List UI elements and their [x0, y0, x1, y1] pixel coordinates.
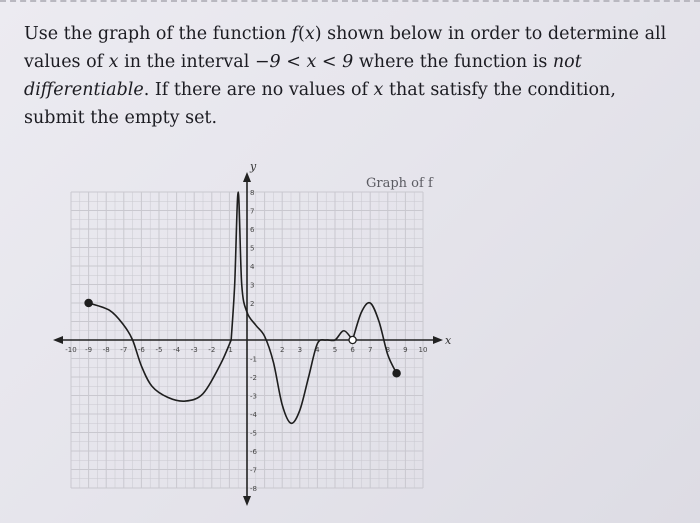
question-part: shown below in order to determine all values of [24, 24, 667, 72]
y-tick-label: -6 [250, 448, 257, 456]
math-paren: ( [298, 24, 305, 44]
x-tick-label: -8 [102, 346, 110, 354]
x-axis-arrow-right [433, 336, 443, 344]
x-tick-label: 2 [279, 346, 285, 354]
x-axis-arrow-left [53, 336, 63, 344]
question-part: that satisfy the condition, submit the empty set. [24, 80, 616, 128]
open-point [349, 336, 356, 343]
x-tick-label: 7 [367, 346, 373, 354]
emphasis-not: not [552, 52, 582, 72]
y-tick-label: -8 [250, 485, 257, 493]
y-tick-label: 2 [250, 300, 255, 308]
math-x: x [304, 24, 315, 44]
x-axis-label: x [445, 334, 452, 347]
x-tick-label: 8 [385, 346, 391, 354]
x-tick-label: -2 [208, 346, 216, 354]
y-tick-label: 7 [250, 207, 255, 216]
closed-point [393, 370, 400, 377]
y-tick-label: -4 [250, 411, 257, 419]
y-axis-arrow-down [243, 496, 251, 506]
question-part: . If there are no values of [143, 80, 374, 100]
curve-segment-3 [353, 303, 397, 374]
x-tick-label: 10 [418, 346, 428, 354]
y-tick-label: -7 [250, 466, 257, 475]
math-f: f [291, 24, 299, 44]
x-tick-label: 6 [350, 346, 355, 354]
x-tick-label: -9 [85, 346, 93, 354]
x-tick-label: -7 [120, 346, 128, 354]
x-tick-label: 3 [297, 346, 303, 354]
graph-title: Graph of f [366, 176, 433, 191]
x-tick-label: -4 [173, 346, 181, 354]
x-tick-label: -6 [137, 346, 145, 354]
math-x: x [108, 52, 119, 72]
y-tick-label: 5 [250, 244, 255, 253]
y-axis-label: y [250, 160, 257, 173]
x-tick-label: -3 [190, 346, 198, 354]
y-tick-label: 8 [250, 189, 255, 197]
x-tick-label: 9 [403, 346, 408, 354]
y-tick-label: -3 [250, 392, 257, 401]
x-tick-label: -10 [65, 346, 77, 354]
x-tick-label: 4 [315, 346, 320, 354]
question-part: where the function is [353, 52, 553, 72]
emphasis-differentiable: differentiable [24, 80, 144, 100]
math-interval: −9 < x < 9 [254, 52, 354, 72]
math-paren: ) [314, 24, 322, 44]
question-part: Use the graph of the function [24, 24, 292, 44]
graph-curve [89, 192, 397, 423]
y-tick-label: -1 [250, 355, 257, 364]
x-tick-label: -1 [225, 346, 233, 354]
closed-point [85, 299, 92, 306]
x-tick-label: -5 [155, 346, 163, 354]
y-tick-label: 4 [250, 263, 255, 271]
x-tick-label: 5 [332, 346, 338, 354]
question-part: in the interval [118, 52, 255, 72]
y-tick-label: -2 [250, 374, 257, 382]
y-axis-arrow-up [243, 172, 251, 182]
y-tick-label: 3 [250, 281, 255, 290]
y-tick-label: 6 [250, 226, 255, 234]
y-tick-label: -5 [250, 429, 257, 438]
math-x: x [373, 80, 384, 100]
